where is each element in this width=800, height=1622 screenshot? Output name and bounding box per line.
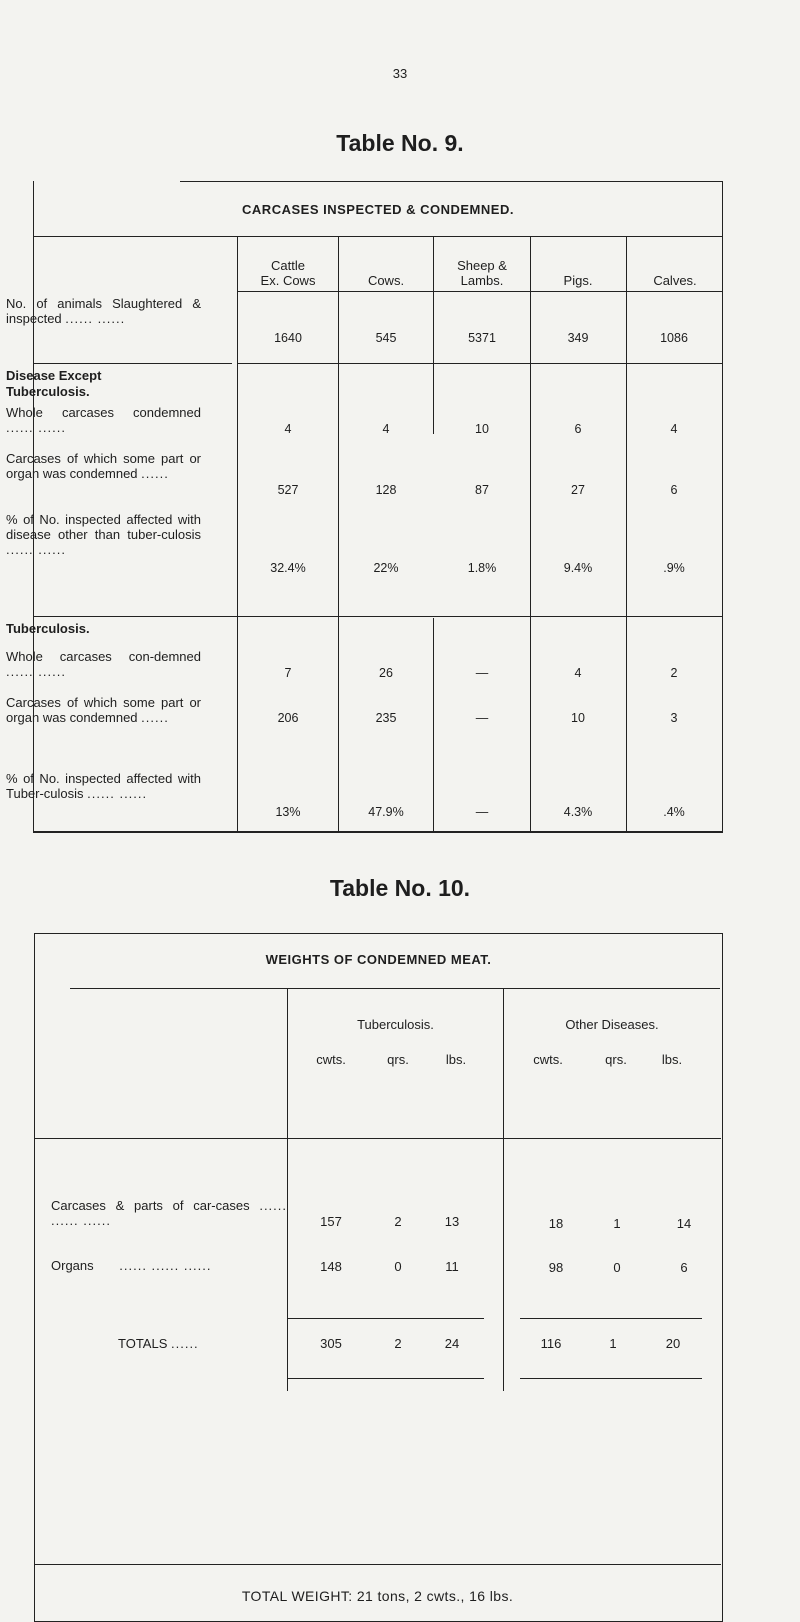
cell-tb-part-cattle: 206 [277, 711, 299, 725]
cell-whole-pigs: 6 [574, 422, 582, 436]
t10-subheader-rule [34, 1138, 721, 1139]
cell-slaughtered-sheep: 5371 [468, 331, 496, 345]
cell-part-calves: 6 [670, 483, 678, 497]
cell-tb-part-pigs: 10 [571, 711, 585, 725]
table-9-title: Table No. 9. [336, 130, 464, 156]
t10-col-rule-1 [287, 988, 288, 1391]
cell-part-cattle: 527 [277, 483, 299, 497]
t10-footer-rule [34, 1564, 721, 1565]
t10-cell-carcases-tb-cwts: 157 [320, 1214, 342, 1229]
row-label-pct-disease: % of No. inspected affected with disease other than tuber-culosis ...... ...... [6, 512, 201, 557]
t10-total-tb-cwts: 305 [320, 1336, 342, 1351]
t9-bottom-rule [34, 831, 722, 832]
t10-col-rule-2 [503, 988, 504, 1391]
t10-cell-carcases-tb-qrs: 2 [394, 1214, 402, 1229]
cell-part-pigs: 27 [571, 483, 585, 497]
t10-totals-top-rule-tb [288, 1318, 484, 1319]
cell-slaughtered-cows: 545 [375, 331, 397, 345]
t10-cell-carcases-tb-lbs: 13 [444, 1214, 460, 1229]
unit-tb-qrs: qrs. [387, 1052, 409, 1067]
t10-cell-carcases-other-lbs: 14 [676, 1216, 692, 1231]
t10-totals-top-rule-other [520, 1318, 702, 1319]
t10-totals-label: TOTALS ...... [118, 1336, 199, 1351]
t9-section1-rule-left [34, 363, 232, 364]
t10-total-other-qrs: 1 [609, 1336, 617, 1351]
cell-whole-cattle: 4 [284, 422, 292, 436]
unit-other-cwts: cwts. [533, 1052, 563, 1067]
t9-col-rule-4 [530, 236, 531, 831]
t9-section2-rule [34, 616, 722, 617]
cell-pct-cattle: 32.4% [270, 561, 306, 575]
row-label-part-carcases: Carcases of which some part or organ was condemned ...... [6, 451, 201, 481]
col-header-sheep: Sheep & Lambs. [457, 258, 507, 288]
t10-total-other-lbs: 20 [665, 1336, 681, 1351]
table-10 [34, 933, 723, 1622]
cell-pct-cows: 22% [373, 561, 399, 575]
col-header-cattle: Cattle Ex. Cows [260, 258, 316, 288]
t10-cell-organs-other-lbs: 6 [680, 1260, 688, 1275]
page-number: 33 [392, 66, 408, 81]
t10-row-label-carcases: Carcases & parts of car-cases ...... ...... ...... [51, 1198, 287, 1228]
cell-tb-pct-calves: .4% [663, 805, 685, 819]
section-disease-heading: Disease Except Tuberculosis. [6, 368, 102, 399]
t10-cell-organs-other-qrs: 0 [613, 1260, 621, 1275]
table-10-title: Table No. 10. [329, 875, 471, 901]
cell-whole-cows: 4 [382, 422, 390, 436]
cell-pct-sheep: 1.8% [467, 561, 497, 575]
t9-col-rule-1 [237, 236, 238, 831]
cell-slaughtered-cattle: 1640 [274, 331, 302, 345]
cell-tb-pct-sheep: — [475, 805, 489, 819]
t10-totals-bottom-rule-tb [288, 1378, 484, 1379]
unit-other-qrs: qrs. [605, 1052, 627, 1067]
unit-tb-cwts: cwts. [316, 1052, 346, 1067]
cell-tb-whole-cattle: 7 [284, 666, 292, 680]
cell-tb-whole-cows: 26 [379, 666, 393, 680]
cell-slaughtered-pigs: 349 [567, 331, 589, 345]
row-label-whole-carcases: Whole carcases condemned ...... ...... [6, 405, 201, 435]
t9-section1-rule [238, 363, 722, 364]
col-header-calves: Calves. [653, 273, 697, 288]
cell-tb-pct-pigs: 4.3% [563, 805, 593, 819]
cell-slaughtered-calves: 1086 [660, 331, 688, 345]
cell-tb-part-cows: 235 [375, 711, 397, 725]
group-header-tb: Tuberculosis. [357, 1017, 434, 1032]
cell-tb-part-sheep: — [475, 711, 489, 725]
cell-tb-part-calves: 3 [670, 711, 678, 725]
t9-col-rule-2 [338, 236, 339, 831]
table-9-top-border [180, 181, 722, 182]
group-header-other: Other Diseases. [565, 1017, 659, 1032]
cell-whole-sheep: 10 [475, 422, 489, 436]
t10-cell-organs-tb-qrs: 0 [394, 1259, 402, 1274]
total-weight: TOTAL WEIGHT: 21 tons, 2 cwts., 16 lbs. [241, 1588, 514, 1604]
cell-tb-whole-sheep: — [475, 666, 489, 680]
col-header-cows: Cows. [367, 273, 405, 288]
t10-header-rule [70, 988, 720, 989]
cell-pct-calves: .9% [663, 561, 685, 575]
t10-cell-carcases-other-cwts: 18 [548, 1216, 564, 1231]
t10-cell-organs-tb-lbs: 11 [445, 1259, 459, 1274]
t10-cell-organs-other-cwts: 98 [548, 1260, 564, 1275]
table-10-caption: WEIGHTS OF CONDEMNED MEAT. [265, 952, 492, 967]
t10-total-other-cwts: 116 [540, 1336, 562, 1351]
row-label-tb-whole: Whole carcases con-demned ...... ...... [6, 649, 201, 679]
t9-header-rule [34, 236, 722, 237]
section-tb-heading: Tuberculosis. [6, 621, 90, 636]
t10-cell-organs-tb-cwts: 148 [320, 1259, 342, 1274]
t10-row-label-organs: Organs ...... ...... ...... [51, 1258, 212, 1273]
cell-whole-calves: 4 [670, 422, 678, 436]
t9-col-rule-5 [626, 236, 627, 831]
cell-tb-whole-pigs: 4 [574, 666, 582, 680]
row-label-tb-part: Carcases of which some part or organ was condemned ...... [6, 695, 201, 725]
cell-tb-whole-calves: 2 [670, 666, 678, 680]
t9-subheader-rule [238, 291, 722, 292]
t10-total-tb-lbs: 24 [444, 1336, 460, 1351]
cell-pct-pigs: 9.4% [563, 561, 593, 575]
cell-tb-pct-cows: 47.9% [368, 805, 404, 819]
table-9-caption: CARCASES INSPECTED & CONDEMNED. [242, 202, 514, 217]
cell-part-cows: 128 [375, 483, 397, 497]
t10-totals-bottom-rule-other [520, 1378, 702, 1379]
unit-tb-lbs: lbs. [445, 1052, 467, 1067]
cell-tb-pct-cattle: 13% [275, 805, 301, 819]
t10-cell-carcases-other-qrs: 1 [613, 1216, 621, 1231]
t10-total-tb-qrs: 2 [394, 1336, 402, 1351]
col-header-pigs: Pigs. [563, 273, 593, 288]
cell-part-sheep: 87 [475, 483, 489, 497]
row-label-slaughtered: No. of animals Slaughtered & inspected ...... ...... [6, 296, 201, 326]
unit-other-lbs: lbs. [661, 1052, 683, 1067]
row-label-tb-pct: % of No. inspected affected with Tuber-culosis ...... ...... [6, 771, 201, 801]
